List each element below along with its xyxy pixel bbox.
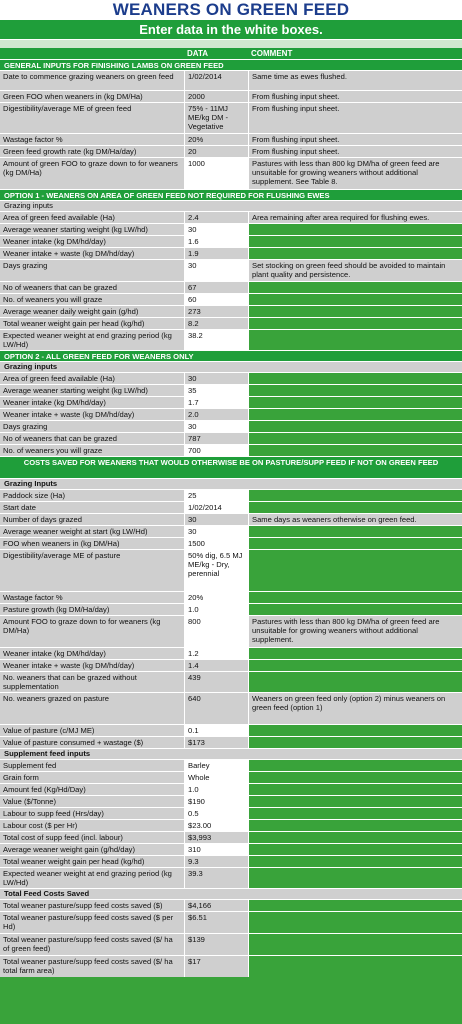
row-label: Pasture growth (kg DM/Ha/day) xyxy=(0,604,184,615)
row-label: No. of weaners you will graze xyxy=(0,445,184,456)
comment-cell xyxy=(248,550,462,591)
input-cell[interactable]: 1.0 xyxy=(184,604,248,615)
comment-cell xyxy=(248,796,462,807)
value-cell: $3,993 xyxy=(184,832,248,843)
section-header: OPTION 2 - ALL GREEN FEED FOR WEANERS ONLY xyxy=(0,350,462,361)
input-cell[interactable]: 35 xyxy=(184,385,248,396)
comment-cell xyxy=(248,373,462,384)
row-label: Value ($/Tonne) xyxy=(0,796,184,807)
table-row xyxy=(0,513,462,525)
comment-cell xyxy=(248,538,462,549)
row-label: Average weaner daily weight gain (g/hd) xyxy=(0,306,184,317)
comment-cell: From flushing input sheet. xyxy=(248,91,462,102)
row-label: Number of days grazed xyxy=(0,514,184,525)
comment-cell xyxy=(248,672,462,692)
comment-cell xyxy=(248,282,462,293)
row-label: FOO when weaners in (kg DM/Ha) xyxy=(0,538,184,549)
comment-cell xyxy=(248,490,462,501)
table-row xyxy=(0,549,462,591)
comment-cell xyxy=(248,526,462,537)
value-cell: $173 xyxy=(184,737,248,748)
table-row xyxy=(0,537,462,549)
table-row xyxy=(0,305,462,317)
value-cell: 2.4 xyxy=(184,212,248,223)
table-row xyxy=(0,329,462,350)
value-cell: 75% - 11MJ ME/kg DM - Vegetative xyxy=(184,103,248,133)
comment-cell xyxy=(248,956,462,977)
table-row xyxy=(0,259,462,281)
row-label: Average weaner weight at start (kg LW/Hd) xyxy=(0,526,184,537)
comment-cell xyxy=(248,433,462,444)
row-label: No. weaners that can be grazed without supplementation xyxy=(0,672,184,692)
value-cell: 1.4 xyxy=(184,660,248,671)
input-cell[interactable]: 1.6 xyxy=(184,236,248,247)
table-row xyxy=(0,145,462,157)
comment-cell: Area remaining after area required for flushing ewes. xyxy=(248,212,462,223)
table-row xyxy=(0,90,462,102)
table-row xyxy=(0,647,462,659)
table-row xyxy=(0,933,462,955)
table-row xyxy=(0,525,462,537)
input-cell[interactable]: 20% xyxy=(184,592,248,603)
table-row xyxy=(0,235,462,247)
comment-cell xyxy=(248,912,462,933)
comment-cell xyxy=(248,385,462,396)
value-cell: 1.9 xyxy=(184,248,248,259)
table-row xyxy=(0,736,462,748)
value-cell: $17 xyxy=(184,956,248,977)
input-cell[interactable]: 800 xyxy=(184,616,248,647)
comment-cell xyxy=(248,236,462,247)
table-row xyxy=(0,133,462,145)
row-label: Paddock size (Ha) xyxy=(0,490,184,501)
page-subtitle: Enter data in the white boxes. xyxy=(0,20,462,39)
table-body xyxy=(0,59,462,977)
table-row xyxy=(0,591,462,603)
row-label: Date to commence grazing weaners on green feed xyxy=(0,71,184,90)
value-cell: 30 xyxy=(184,514,248,525)
column-header-comment: COMMENT xyxy=(251,49,293,58)
value-cell: 20 xyxy=(184,146,248,157)
row-label: Days grazing xyxy=(0,260,184,281)
comment-cell xyxy=(248,784,462,795)
value-cell: 30 xyxy=(184,373,248,384)
row-label: Days grazing xyxy=(0,421,184,432)
table-row xyxy=(0,281,462,293)
table-row xyxy=(0,692,462,724)
table-row xyxy=(0,211,462,223)
comment-cell xyxy=(248,306,462,317)
table-row xyxy=(0,615,462,647)
comment-cell xyxy=(248,248,462,259)
input-cell[interactable]: 25 xyxy=(184,490,248,501)
table-row xyxy=(0,819,462,831)
table-row xyxy=(0,444,462,456)
row-label: Amount of green FOO to graze down to for weaners (kg DM/Ha) xyxy=(0,158,184,189)
value-cell: 8.2 xyxy=(184,318,248,329)
table-row xyxy=(0,489,462,501)
comment-cell xyxy=(248,856,462,867)
column-header-row xyxy=(0,48,462,59)
comment-cell: Same time as ewes flushed. xyxy=(248,71,462,90)
row-label: Total weaner pasture/supp feed costs saved ($) xyxy=(0,900,184,911)
row-label: Total weaner pasture/supp feed costs saved ($/ ha of green feed) xyxy=(0,934,184,955)
input-cell[interactable]: 30 xyxy=(184,421,248,432)
table-row xyxy=(0,831,462,843)
row-label: Average weaner weight gain (g/hd/day) xyxy=(0,844,184,855)
comment-cell xyxy=(248,725,462,736)
page-title: WEANERS ON GREEN FEED xyxy=(0,0,462,20)
column-header-data: DATA xyxy=(187,49,209,58)
comment-cell: Weaners on green feed only (option 2) minus weaners on green feed (option 1) xyxy=(248,693,462,724)
row-label: Amount FOO to graze down to for weaners (kg DM/Ha) xyxy=(0,616,184,647)
row-label: Wastage factor % xyxy=(0,592,184,603)
row-label: Weaner intake (kg DM/hd/day) xyxy=(0,648,184,659)
comment-cell: From flushing input sheet. xyxy=(248,103,462,133)
value-cell: 67 xyxy=(184,282,248,293)
table-row xyxy=(0,102,462,133)
comment-cell xyxy=(248,224,462,235)
row-label: Value of pasture (c/MJ ME) xyxy=(0,725,184,736)
table-row xyxy=(0,408,462,420)
comment-cell xyxy=(248,330,462,350)
input-cell[interactable]: 50% dig, 6.5 MJ ME/kg - Dry, perennial xyxy=(184,550,248,591)
input-cell[interactable]: 0.1 xyxy=(184,725,248,736)
value-cell: 640 xyxy=(184,693,248,724)
comment-cell xyxy=(248,820,462,831)
comment-cell xyxy=(248,808,462,819)
input-cell[interactable]: Barley xyxy=(184,760,248,771)
comment-cell xyxy=(248,737,462,748)
row-label: Green FOO when weaners in (kg DM/Ha) xyxy=(0,91,184,102)
table-row xyxy=(0,501,462,513)
input-cell[interactable]: 1/02/2014 xyxy=(184,502,248,513)
table-row xyxy=(0,771,462,783)
table-row xyxy=(0,855,462,867)
comment-cell: Same days as weaners otherwise on green feed. xyxy=(248,514,462,525)
row-label: Digestibility/average ME of pasture xyxy=(0,550,184,591)
row-label: Total weaner weight gain per head (kg/hd) xyxy=(0,318,184,329)
subsection-header: Grazing inputs xyxy=(0,200,462,211)
row-label: Average weaner starting weight (kg LW/hd) xyxy=(0,385,184,396)
value-cell: 20% xyxy=(184,134,248,145)
row-label: Labour to supp feed (Hrs/day) xyxy=(0,808,184,819)
table-row xyxy=(0,247,462,259)
row-label: Green feed growth rate (kg DM/Ha/day) xyxy=(0,146,184,157)
subsection-header: Total Feed Costs Saved xyxy=(0,888,462,899)
input-cell[interactable]: 700 xyxy=(184,445,248,456)
row-label: Weaner intake + waste (kg DM/hd/day) xyxy=(0,660,184,671)
input-cell[interactable]: 30 xyxy=(184,260,248,281)
value-cell: 787 xyxy=(184,433,248,444)
row-label: Weaner intake (kg DM/hd/day) xyxy=(0,236,184,247)
table-row xyxy=(0,843,462,855)
table-row xyxy=(0,671,462,692)
input-cell[interactable]: $23.00 xyxy=(184,820,248,831)
row-label: Value of pasture consumed + wastage ($) xyxy=(0,737,184,748)
value-cell: 9.3 xyxy=(184,856,248,867)
row-label: Digestibility/average ME of green feed xyxy=(0,103,184,133)
value-cell: $139 xyxy=(184,934,248,955)
table-row xyxy=(0,759,462,771)
comment-cell xyxy=(248,772,462,783)
table-row xyxy=(0,293,462,305)
table-row xyxy=(0,317,462,329)
row-label: Total weaner pasture/supp feed costs saved ($ per Hd) xyxy=(0,912,184,933)
comment-cell xyxy=(248,900,462,911)
column-header-label xyxy=(0,48,184,59)
row-label: Area of green feed available (Ha) xyxy=(0,373,184,384)
comment-cell xyxy=(248,445,462,456)
row-label: Total cost of supp feed (incl. labour) xyxy=(0,832,184,843)
comment-cell xyxy=(248,604,462,615)
row-label: Wastage factor % xyxy=(0,134,184,145)
value-cell: 2.0 xyxy=(184,409,248,420)
comment-cell xyxy=(248,318,462,329)
table-row xyxy=(0,384,462,396)
row-label: Area of green feed available (Ha) xyxy=(0,212,184,223)
table-row xyxy=(0,911,462,933)
comment-cell xyxy=(248,660,462,671)
value-cell: 1/02/2014 xyxy=(184,71,248,90)
comment-cell xyxy=(248,294,462,305)
value-cell: 439 xyxy=(184,672,248,692)
row-label: No. weaners grazed on pasture xyxy=(0,693,184,724)
row-label: Labour cost ($ per Hr) xyxy=(0,820,184,831)
subsection-header: Grazing Inputs xyxy=(0,478,462,489)
value-cell: 273 xyxy=(184,306,248,317)
input-cell[interactable]: 1.0 xyxy=(184,784,248,795)
table-row xyxy=(0,223,462,235)
row-label: Weaner intake + waste (kg DM/hd/day) xyxy=(0,409,184,420)
section-header: OPTION 1 - WEANERS ON AREA OF GREEN FEED NOT REQUIRED FOR FLUSHING EWES xyxy=(0,189,462,200)
value-cell: 39.3 xyxy=(184,868,248,888)
table-row xyxy=(0,659,462,671)
comment-cell: Pastures with less than 800 kg DM/ha of green feed are unsuitable for growing weaners without additional supplement. xyxy=(248,616,462,647)
table-row xyxy=(0,603,462,615)
section-header: GENERAL INPUTS FOR FINISHING LAMBS ON GREEN FEED xyxy=(0,59,462,70)
comment-cell: From flushing input sheet. xyxy=(248,134,462,145)
row-label: Amount fed (Kg/Hd/Day) xyxy=(0,784,184,795)
input-cell[interactable]: 30 xyxy=(184,526,248,537)
input-cell[interactable]: 38.2 xyxy=(184,330,248,350)
value-cell: 2000 xyxy=(184,91,248,102)
table-row xyxy=(0,899,462,911)
footer-strip xyxy=(0,977,462,987)
table-row xyxy=(0,432,462,444)
row-label: No. of weaners you will graze xyxy=(0,294,184,305)
input-cell[interactable]: Whole xyxy=(184,772,248,783)
comment-cell xyxy=(248,592,462,603)
subsection-header: Supplement feed inputs xyxy=(0,748,462,759)
input-cell[interactable]: 30 xyxy=(184,224,248,235)
input-cell[interactable]: 310 xyxy=(184,844,248,855)
comment-cell: Set stocking on green feed should be avoided to maintain plant quality and persistence. xyxy=(248,260,462,281)
subsection-header: Grazing inputs xyxy=(0,361,462,372)
comment-cell xyxy=(248,421,462,432)
input-cell[interactable]: 60 xyxy=(184,294,248,305)
row-label: Expected weaner weight at end grazing period (kg LW/Hd) xyxy=(0,868,184,888)
section-header: COSTS SAVED FOR WEANERS THAT WOULD OTHERWISE BE ON PASTURE/SUPP FEED IF NOT ON GREEN FEED xyxy=(0,456,462,478)
row-label: Expected weaner weight at end grazing period (kg LW/Hd) xyxy=(0,330,184,350)
row-label: Average weaner starting weight (kg LW/hd) xyxy=(0,224,184,235)
input-cell[interactable]: 1.2 xyxy=(184,648,248,659)
comment-cell xyxy=(248,502,462,513)
row-label: No of weaners that can be grazed xyxy=(0,282,184,293)
row-label: Weaner intake (kg DM/hd/day) xyxy=(0,397,184,408)
row-label: Weaner intake + waste (kg DM/hd/day) xyxy=(0,248,184,259)
table-row xyxy=(0,157,462,189)
table-row xyxy=(0,724,462,736)
table-row xyxy=(0,396,462,408)
comment-cell xyxy=(248,648,462,659)
table-row xyxy=(0,807,462,819)
comment-cell xyxy=(248,868,462,888)
blank-row xyxy=(0,39,462,48)
comment-cell xyxy=(248,397,462,408)
input-cell[interactable]: 0.5 xyxy=(184,808,248,819)
input-cell[interactable]: 1.7 xyxy=(184,397,248,408)
value-cell: $4,166 xyxy=(184,900,248,911)
row-label: Start date xyxy=(0,502,184,513)
table-row xyxy=(0,70,462,90)
row-label: Grain form xyxy=(0,772,184,783)
input-cell[interactable]: 1500 xyxy=(184,538,248,549)
comment-cell: Pastures with less than 800 kg DM/ha of green feed are unsuitable for growing weaners without additional supplement. See Table 8. xyxy=(248,158,462,189)
input-cell[interactable]: 1000 xyxy=(184,158,248,189)
table-row xyxy=(0,867,462,888)
table-row xyxy=(0,955,462,977)
comment-cell: From flushing input sheet. xyxy=(248,146,462,157)
comment-cell xyxy=(248,844,462,855)
row-label: Total weaner weight gain per head (kg/hd) xyxy=(0,856,184,867)
row-label: No of weaners that can be grazed xyxy=(0,433,184,444)
table-row xyxy=(0,372,462,384)
row-label: Supplement fed xyxy=(0,760,184,771)
comment-cell xyxy=(248,934,462,955)
table-row xyxy=(0,795,462,807)
comment-cell xyxy=(248,760,462,771)
comment-cell xyxy=(248,409,462,420)
table-row xyxy=(0,420,462,432)
comment-cell xyxy=(248,832,462,843)
table-row xyxy=(0,783,462,795)
row-label: Total weaner pasture/supp feed costs saved ($/ ha total farm area) xyxy=(0,956,184,977)
value-cell: $6.51 xyxy=(184,912,248,933)
input-cell[interactable]: $190 xyxy=(184,796,248,807)
